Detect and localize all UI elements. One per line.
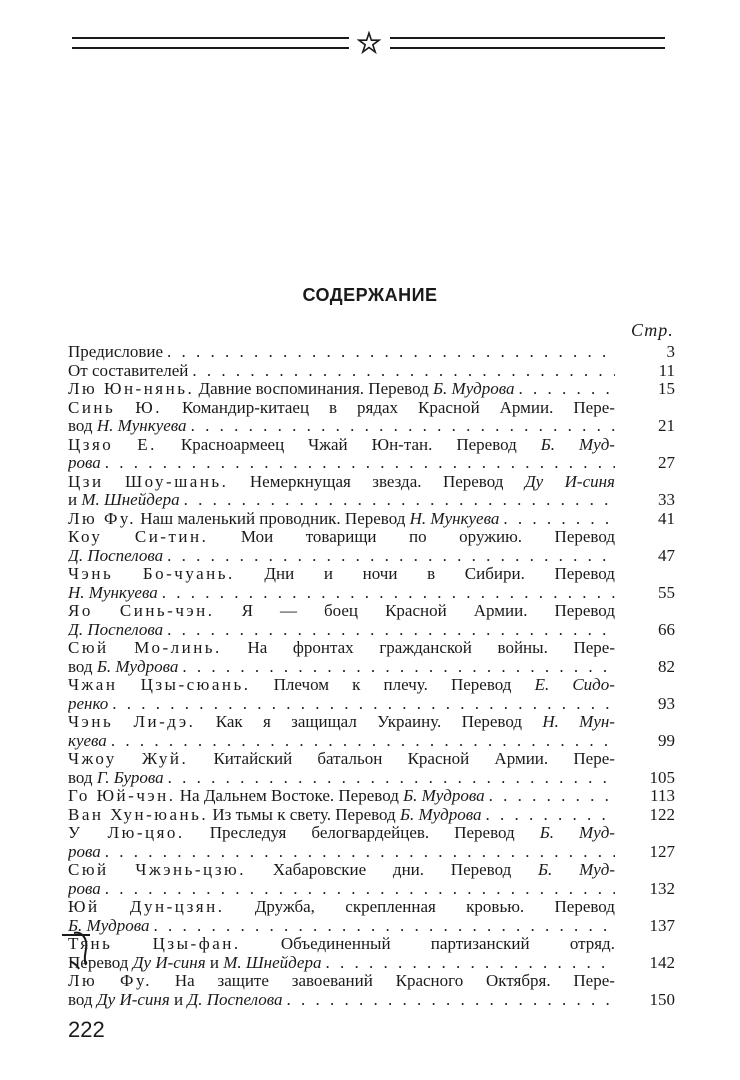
toc-entry-text: [68, 584, 158, 603]
translator-name: Б. Мудрова: [399, 805, 482, 824]
toc-entry-text: [68, 621, 163, 640]
toc-word: Октября.: [486, 972, 551, 990]
toc-page-number: 132: [649, 878, 675, 898]
star-icon: [357, 31, 381, 55]
author-name: Ван Хун-юань.: [68, 805, 209, 824]
toc-word: Дни: [264, 565, 295, 583]
toc-word: войны.: [497, 639, 548, 657]
toc-page-number: 47: [658, 545, 675, 565]
ornament-rule: [72, 37, 349, 39]
toc-word: Ду: [524, 472, 544, 491]
dot-leader: [482, 806, 616, 825]
entry-title: и: [205, 953, 224, 972]
toc-word: Чжэнь-цзю.: [135, 861, 246, 879]
toc-word: Фу.: [120, 972, 153, 990]
toc-entry: [68, 861, 675, 898]
toc-word: Сибири.: [464, 565, 525, 583]
dot-leader: [101, 454, 615, 473]
translator-name: Н. Мункуева: [409, 509, 500, 528]
translator-name: ренко: [68, 694, 109, 713]
toc-word: Б.: [538, 861, 553, 879]
toc-entry: [68, 362, 675, 381]
toc-entry-line: [68, 732, 675, 751]
toc-entry-line: [68, 880, 675, 899]
toc-word: плечу.: [383, 676, 428, 694]
toc-entry-line: [68, 436, 615, 455]
toc-entry-line: [68, 898, 615, 917]
translator-name: Ду И-синя: [132, 953, 206, 972]
entry-title: и: [169, 990, 188, 1009]
toc-entry-text: [68, 454, 101, 473]
translator-name: Б. Мудрова: [433, 380, 515, 398]
entry-title: вод: [68, 990, 97, 1009]
toc-word: Н.: [542, 713, 559, 731]
toc-entry-line: [68, 621, 675, 640]
toc-word: Немеркнущая: [249, 472, 351, 491]
toc-page-number: 113: [650, 786, 675, 805]
toc-word: Сюй: [68, 639, 109, 657]
toc-word: Мои: [240, 528, 274, 546]
toc-word: Е.: [137, 435, 157, 454]
toc-word: белогвардейцев.: [311, 824, 430, 842]
toc-word: Красной: [385, 602, 447, 620]
toc-word: Муд-: [579, 824, 615, 842]
translator-name: Д. Поспелова: [187, 990, 283, 1009]
toc-page-number: 33: [658, 490, 675, 509]
toc-word: к: [352, 676, 361, 694]
toc-entry-line: [68, 658, 675, 677]
toc-entry-text: [68, 880, 101, 899]
translator-name: Д. Поспелова: [68, 620, 164, 639]
dot-leader: [163, 621, 615, 640]
dot-leader: [283, 991, 615, 1010]
translator-name: Г. Бурова: [96, 768, 164, 787]
toc-page-number: 15: [658, 379, 675, 398]
toc-word: Сидо-: [572, 676, 615, 694]
toc-page-number: 66: [658, 619, 675, 639]
toc-entry-line: [68, 713, 615, 732]
toc-page-number: 105: [649, 767, 675, 787]
translator-name: рова: [68, 879, 101, 898]
toc-word: Цзы-сюань.: [140, 676, 251, 694]
toc-word: Красной: [407, 750, 470, 768]
entry-title: Перевод: [68, 953, 133, 972]
toc-entry-line: [68, 639, 615, 658]
toc-entry: [68, 473, 675, 510]
toc-entry-line: [68, 935, 615, 954]
toc-word: Пере-: [573, 750, 615, 768]
toc-word: по: [409, 528, 427, 546]
toc-word: Тянь: [68, 935, 113, 953]
toc-word: Цзы-фан.: [152, 935, 241, 953]
dot-leader: [164, 769, 615, 788]
toc-entry-line: [68, 917, 675, 936]
toc-word: Красного: [395, 972, 464, 990]
toc-entry-text: [68, 695, 108, 714]
toc-entry: [68, 898, 675, 935]
toc-word: батальон: [317, 750, 383, 768]
toc-word: я: [262, 713, 271, 731]
toc-word: На: [174, 972, 195, 990]
toc-word: Си-тин.: [134, 528, 209, 546]
toc-page-number: 82: [658, 656, 675, 676]
dot-leader: [107, 732, 615, 751]
translator-name: рова: [68, 842, 101, 861]
dot-leader: [180, 491, 615, 510]
toc-word: Чжай: [308, 435, 348, 454]
toc-word: Перевод: [554, 602, 615, 620]
dot-leader: [163, 547, 615, 566]
toc-word: в: [427, 565, 436, 583]
toc-page-number: 41: [658, 508, 675, 528]
toc-word: фронтах: [292, 639, 354, 657]
toc-word: гражданской: [379, 639, 472, 657]
translator-name: Б. Мудрова: [96, 657, 179, 676]
ornament-rule: [72, 47, 349, 49]
dot-leader: [150, 917, 615, 936]
toc-word: Мун-: [579, 713, 615, 731]
toc-entry: [68, 602, 675, 639]
toc-page-number: 142: [649, 952, 675, 972]
toc-page-number: 137: [649, 915, 675, 935]
toc-word: Перевод: [454, 824, 515, 842]
toc-entry: [68, 824, 675, 861]
toc-word: боец: [324, 602, 359, 620]
toc-page-number: 11: [658, 360, 675, 380]
translator-name: Д. Поспелова: [68, 546, 164, 565]
author-name: Го Юй-чэн.: [68, 787, 176, 805]
dot-leader: [321, 954, 615, 973]
entry-title: Предисловие: [68, 343, 164, 361]
toc-entry-text: [68, 547, 163, 566]
toc-word: У: [68, 824, 83, 842]
toc-entry-text: [68, 658, 178, 677]
toc-entry-text: [68, 510, 499, 529]
toc-word: Яо: [68, 602, 93, 620]
toc-word: Шоу-шань.: [125, 472, 229, 491]
translator-name: Б. Мудрова: [403, 787, 485, 805]
entry-title: Давние воспоминания. Перевод: [194, 380, 433, 398]
toc-entry-text: [68, 343, 163, 362]
header-ornament: [72, 30, 665, 58]
dot-leader: [101, 880, 615, 899]
toc-entry: [68, 972, 675, 1009]
toc-word: На: [247, 639, 268, 657]
toc-entry-text: [68, 806, 482, 825]
toc-entry-text: [68, 843, 101, 862]
author-name: Лю Фу.: [68, 509, 136, 528]
toc-entry-line: [68, 750, 615, 769]
toc-word: Перевод: [456, 435, 517, 454]
toc-entry: [68, 806, 675, 825]
toc-word: Синь: [68, 398, 116, 417]
toc-entry-line: [68, 343, 675, 362]
toc-entry-line: [68, 547, 675, 566]
toc-entry-line: [68, 954, 675, 973]
dot-leader: [178, 658, 615, 677]
translator-name: куева: [68, 731, 107, 750]
toc-entry: [68, 713, 675, 750]
toc-word: Я: [241, 602, 253, 620]
toc-word: Перевод: [461, 713, 523, 731]
toc-entry-line: [68, 584, 675, 603]
toc-word: рядах: [357, 398, 399, 417]
entry-title: От составителей: [68, 361, 189, 380]
toc-word: Пере-: [573, 398, 615, 417]
toc-word: завоеваний: [291, 972, 373, 990]
toc-entry-text: [68, 362, 188, 381]
toc-word: Муд-: [579, 435, 615, 454]
toc-page-number: 27: [658, 453, 675, 472]
toc-entry-text: [68, 491, 180, 510]
toc-page-number: 93: [658, 693, 675, 713]
page-title: СОДЕРЖАНИЕ: [302, 285, 438, 305]
toc-page-number: 55: [658, 582, 675, 602]
toc-word: Е.: [534, 676, 550, 694]
toc-entry: [68, 380, 675, 399]
ornament-rule: [390, 37, 665, 39]
toc-entry: [68, 436, 675, 473]
toc-word: Пере-: [573, 972, 615, 990]
toc-word: Преследуя: [209, 824, 287, 842]
toc-word: защите: [217, 972, 269, 990]
toc-entry: [68, 510, 675, 529]
toc-word: ночи: [362, 565, 398, 583]
toc-entry: [68, 528, 675, 565]
dot-leader: [101, 843, 615, 862]
toc-word: Юй: [68, 898, 100, 916]
toc-entry-line: [68, 528, 615, 547]
toc-word: Перевод: [554, 898, 615, 916]
dot-leader: [499, 510, 615, 529]
toc-word: Армии.: [499, 398, 554, 417]
toc-page-number: 122: [649, 804, 675, 824]
toc-word: Красной: [418, 398, 480, 417]
toc-entry-line: [68, 417, 675, 436]
toc-entry-line: [68, 972, 615, 991]
toc-entry-line: [68, 565, 615, 584]
toc-word: Украину.: [377, 713, 442, 731]
toc-word: Перевод: [554, 528, 615, 546]
toc-word: Чжан: [68, 676, 118, 694]
toc-entry-line: [68, 491, 675, 510]
toc-word: Пере-: [573, 639, 615, 657]
toc-entry: [68, 676, 675, 713]
toc-page-number: 127: [649, 841, 675, 861]
translator-name: Б. Мудрова: [68, 916, 150, 935]
toc-word: Ли-дэ.: [133, 713, 196, 731]
translator-name: Н. Мункуева: [96, 417, 187, 435]
toc-word: Дун-цзян.: [129, 898, 225, 916]
toc-word: отряд.: [569, 935, 615, 953]
entry-title: и: [68, 491, 82, 509]
toc-page-number: 3: [666, 342, 675, 361]
toc-word: Лю-цяо.: [107, 824, 185, 842]
toc-word: Лю: [68, 972, 98, 990]
toc-word: Хабаровские: [272, 861, 367, 879]
toc-entry-line: [68, 861, 615, 880]
translator-name: Н. Мункуева: [68, 583, 158, 602]
toc-entry-line: [68, 362, 675, 381]
toc-word: Перевод: [554, 565, 615, 583]
dot-leader: [188, 362, 615, 381]
table-of-contents: [68, 343, 675, 1009]
toc-word: и: [323, 565, 333, 583]
toc-word: дни.: [392, 861, 425, 879]
toc-entry-line: [68, 806, 675, 825]
page-number: 222: [68, 1017, 105, 1042]
toc-word: кровью.: [466, 898, 525, 916]
toc-word: —: [279, 602, 297, 620]
entry-title: Наш маленький проводник. Перевод: [135, 509, 410, 528]
toc-word: Перевод: [450, 676, 512, 694]
toc-entry-line: [68, 824, 615, 843]
toc-word: Муд-: [579, 861, 615, 879]
toc-entry-text: [68, 787, 485, 806]
entry-title: вод: [68, 657, 97, 676]
toc-word: Дружба,: [254, 898, 315, 916]
toc-word: Красноармеец: [180, 435, 285, 454]
toc-entry-line: [68, 991, 675, 1010]
toc-entry: [68, 399, 675, 436]
toc-entry-line: [68, 787, 675, 806]
ornament-rule: [390, 47, 665, 49]
entry-title: Из тьмы к свету. Перевод: [208, 805, 400, 824]
translator-name: М. Шнейдера: [81, 491, 180, 509]
pen-mark: [60, 925, 120, 985]
toc-word: Перевод: [442, 472, 504, 491]
toc-word: Юн-тан.: [371, 435, 433, 454]
dot-leader: [108, 695, 615, 714]
toc-entry: [68, 639, 675, 676]
toc-word: Плечом: [273, 676, 330, 694]
entry-title: вод: [68, 417, 97, 435]
toc-word: Чжоу: [68, 750, 117, 768]
toc-word: Бо-чуань.: [142, 565, 235, 583]
toc-word: в: [329, 398, 338, 417]
toc-word: Чэнь: [68, 713, 114, 731]
toc-page-number: 99: [658, 730, 675, 750]
entry-title: На Дальнем Востоке. Перевод: [175, 787, 404, 805]
toc-entry-text: [68, 991, 283, 1010]
page-column-header: Стр.: [631, 320, 674, 340]
toc-entry-text: [68, 380, 515, 399]
toc-entry-line: [68, 454, 675, 473]
toc-entry: [68, 787, 675, 806]
translator-name: Ду И-синя: [96, 990, 170, 1009]
toc-word: Китайский: [213, 750, 293, 768]
toc-word: партизанский: [430, 935, 530, 953]
author-name: Лю Юн-нянь.: [68, 380, 195, 398]
toc-word: товарищи: [305, 528, 377, 546]
dot-leader: [158, 584, 615, 603]
toc-entry-line: [68, 473, 615, 492]
toc-word: Мо-линь.: [134, 639, 222, 657]
toc-entry: [68, 935, 675, 972]
entry-title: вод: [68, 768, 97, 787]
toc-word: Цзяо: [68, 435, 114, 454]
toc-word: Коу: [68, 528, 103, 546]
toc-word: Как: [215, 713, 243, 731]
dot-leader: [187, 417, 615, 436]
toc-word: Синь-чэн.: [119, 602, 215, 620]
toc-word: Б.: [540, 435, 556, 454]
toc-entry-text: [68, 732, 107, 751]
toc-entry: [68, 565, 675, 602]
toc-word: Армии.: [494, 750, 549, 768]
toc-entry-line: [68, 399, 615, 418]
toc-entry-line: [68, 676, 615, 695]
toc-word: Б.: [539, 824, 554, 842]
toc-entry-line: [68, 380, 675, 399]
toc-word: защищал: [291, 713, 357, 731]
toc-word: Ю.: [135, 398, 163, 417]
toc-word: Армии.: [473, 602, 528, 620]
toc-entry-line: [68, 695, 675, 714]
dot-leader: [163, 343, 615, 362]
toc-entry-text: [68, 769, 164, 788]
toc-page-number: 21: [658, 416, 675, 435]
toc-page-number: 150: [649, 989, 675, 1009]
dot-leader: [485, 787, 615, 806]
toc-entry-line: [68, 510, 675, 529]
toc-word: Объединенный: [280, 935, 391, 953]
translator-name: рова: [68, 454, 101, 472]
toc-word: звезда.: [372, 472, 422, 491]
toc-word: Командир-китаец: [182, 398, 310, 417]
toc-entry: [68, 750, 675, 787]
toc-word: И-синя: [564, 472, 615, 491]
toc-word: Цзи: [68, 472, 104, 491]
toc-word: Перевод: [450, 861, 512, 879]
toc-entry-line: [68, 843, 675, 862]
toc-word: оружию.: [459, 528, 523, 546]
toc-entry: [68, 343, 675, 362]
toc-entry-text: [68, 417, 187, 436]
dot-leader: [515, 380, 615, 399]
toc-word: скрепленная: [345, 898, 436, 916]
toc-word: Сюй: [68, 861, 109, 879]
translator-name: М. Шнейдера: [223, 953, 322, 972]
toc-entry-line: [68, 602, 615, 621]
toc-word: Жуй.: [141, 750, 189, 768]
toc-entry-line: [68, 769, 675, 788]
toc-word: Чэнь: [68, 565, 114, 583]
